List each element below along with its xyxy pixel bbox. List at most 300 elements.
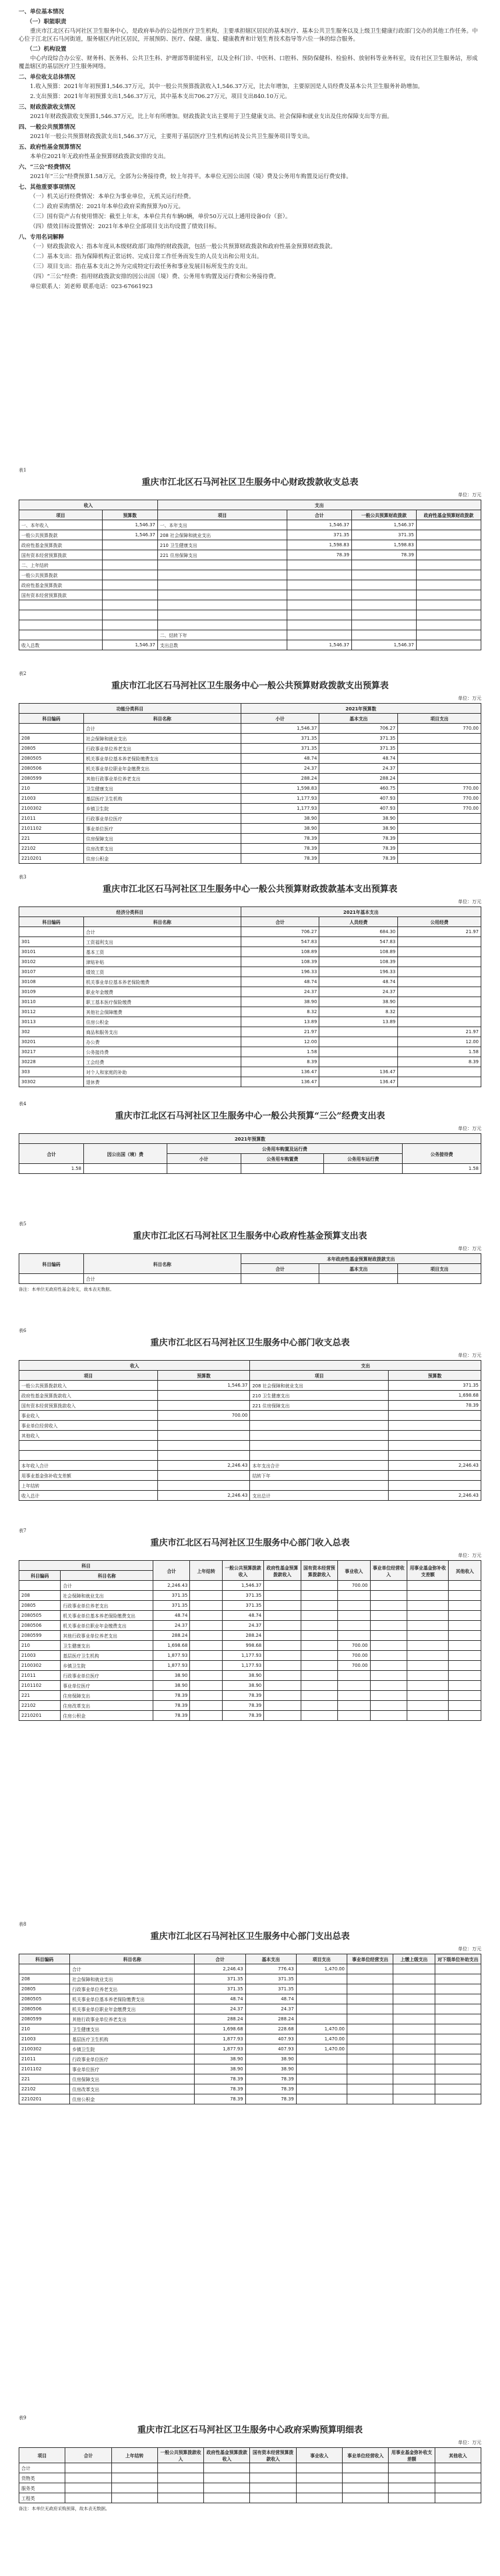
table-cell bbox=[347, 2024, 393, 2034]
table-cell bbox=[398, 844, 481, 854]
table-cell: 371.35 bbox=[241, 744, 319, 754]
table-cell bbox=[449, 1671, 481, 1681]
table-row bbox=[19, 774, 481, 784]
table-cell bbox=[338, 1591, 371, 1601]
table-cell bbox=[416, 590, 481, 600]
table-cell bbox=[157, 1451, 250, 1461]
table-cell: 支出总数 bbox=[157, 640, 287, 650]
table-cell: 二、上年结转 bbox=[19, 560, 103, 570]
table-cell: 136.47 bbox=[241, 1067, 319, 1077]
table2 bbox=[19, 703, 481, 864]
table-cell: 30302 bbox=[19, 1077, 84, 1087]
table-cell: 1,877.93 bbox=[153, 1661, 189, 1671]
table-cell bbox=[370, 1631, 407, 1641]
table1-h-gen: 一般公共预算财政拨款 bbox=[351, 510, 416, 520]
table5-section bbox=[19, 1221, 481, 1292]
table-cell bbox=[407, 1641, 449, 1651]
table-cell bbox=[190, 1631, 223, 1641]
table5 bbox=[19, 1253, 481, 1284]
table-cell bbox=[319, 1057, 398, 1067]
table-cell: 合计 bbox=[84, 1274, 241, 1284]
table-cell: 行政事业单位养老支出 bbox=[61, 1601, 153, 1611]
table-cell: 407.93 bbox=[319, 794, 398, 804]
table-cell bbox=[393, 2084, 435, 2094]
table-cell: 48.74 bbox=[222, 1611, 263, 1621]
table7-h-fund: 用事业基金弥补收支差额 bbox=[407, 1561, 449, 1581]
table-cell bbox=[435, 2014, 481, 2024]
table-cell: 196.33 bbox=[319, 967, 398, 977]
table-cell: 基本工资 bbox=[84, 947, 241, 957]
table-cell: 收入总计 bbox=[19, 1491, 158, 1501]
table-cell: 21003 bbox=[19, 2034, 70, 2044]
table-cell bbox=[264, 1711, 301, 1721]
table-cell bbox=[338, 1691, 371, 1701]
table-cell bbox=[370, 1601, 407, 1611]
table2-h-budget: 2021年预算数 bbox=[241, 704, 481, 714]
table6-h-item2: 项目 bbox=[250, 1371, 389, 1381]
table-cell bbox=[435, 2483, 481, 2493]
intro-part2: 二、单位收支总体情况 bbox=[19, 74, 76, 81]
table-cell bbox=[19, 1581, 61, 1591]
table-row bbox=[19, 824, 481, 834]
table-cell: 政府性基金预算拨款收入 bbox=[19, 1391, 158, 1401]
table-cell bbox=[65, 2493, 111, 2503]
table2-h-sub: 小计 bbox=[241, 714, 319, 724]
table-row bbox=[19, 804, 481, 814]
table-cell bbox=[407, 1601, 449, 1611]
table-cell: 38.90 bbox=[319, 997, 398, 1007]
table-cell: 1,546.37 bbox=[102, 640, 157, 650]
table-cell: 371.35 bbox=[319, 734, 398, 744]
table6-h-budget2: 预算数 bbox=[389, 1371, 481, 1381]
table-cell: 547.83 bbox=[241, 937, 319, 947]
table-cell bbox=[190, 1611, 223, 1621]
table4-h-abroad: 因公出国（境）费 bbox=[84, 1144, 167, 1164]
table-row bbox=[19, 927, 481, 937]
table-cell bbox=[398, 754, 481, 764]
table-cell: 1,546.37 bbox=[287, 520, 351, 530]
table-cell bbox=[264, 1621, 301, 1631]
table-cell bbox=[157, 2473, 203, 2483]
table-row bbox=[19, 957, 481, 967]
table-row bbox=[19, 1421, 481, 1431]
table-cell bbox=[416, 570, 481, 580]
table9-note: 备注：本单位无政府采购预算，故本表无数据。 bbox=[19, 2506, 110, 2511]
table-cell bbox=[264, 1651, 301, 1661]
table-cell bbox=[407, 1651, 449, 1661]
table-cell: 2080506 bbox=[19, 2004, 70, 2014]
table-cell: 1,546.37 bbox=[222, 1581, 263, 1591]
table-cell: 社会保障和就业支出 bbox=[84, 734, 241, 744]
table-cell bbox=[416, 520, 481, 530]
table-cell bbox=[301, 1711, 337, 1721]
table-row bbox=[19, 744, 481, 754]
table-cell: 住房保障支出 bbox=[84, 834, 241, 844]
table-cell: 1,877.93 bbox=[195, 2044, 245, 2054]
table-cell bbox=[347, 1974, 393, 1984]
table-row bbox=[19, 2493, 481, 2503]
table-cell: 8.32 bbox=[319, 1007, 398, 1017]
table-cell: 78.39 bbox=[245, 2084, 296, 2094]
table2-topnote: 表2 bbox=[19, 671, 27, 676]
table-row bbox=[19, 620, 481, 630]
table-cell: 机关事业单位基本养老保险缴费支出 bbox=[84, 754, 241, 764]
table-cell bbox=[370, 1641, 407, 1651]
table-cell bbox=[264, 1691, 301, 1701]
table-cell bbox=[287, 600, 351, 610]
table-cell: 其他行政事业单位养老支出 bbox=[61, 1631, 153, 1641]
table-cell bbox=[343, 2473, 389, 2483]
table3-unit: 单位：万元 bbox=[458, 899, 481, 904]
table-cell: 公务接待费 bbox=[84, 1047, 241, 1057]
table-cell bbox=[338, 1621, 371, 1631]
table-cell: 30108 bbox=[19, 977, 84, 987]
table-cell bbox=[407, 1621, 449, 1631]
table-cell bbox=[435, 1994, 481, 2004]
table-cell: 38.90 bbox=[241, 997, 319, 1007]
table8-h-proj: 项目支出 bbox=[296, 1954, 347, 1964]
table4-cell-abroad bbox=[84, 1164, 167, 1174]
table-cell bbox=[157, 1401, 250, 1411]
table-cell: 1,698.68 bbox=[195, 2024, 245, 2034]
table-cell: 684.30 bbox=[319, 927, 398, 937]
table-cell bbox=[370, 1681, 407, 1691]
table-cell: 2,246.43 bbox=[389, 1461, 481, 1471]
table7-h-cap: 国有资本经营预算拨款收入 bbox=[301, 1561, 337, 1581]
table-cell bbox=[296, 2483, 342, 2493]
table-cell bbox=[250, 2473, 296, 2483]
table-cell: 48.74 bbox=[245, 1994, 296, 2004]
intro-p6-1: 2021年“三公”经费预算1.58万元，全部为公务接待费，较上年持平。本单位无因公出国（境）费及公务用车购置及运行费安排。 bbox=[30, 173, 352, 180]
table-cell bbox=[449, 1631, 481, 1641]
table-row bbox=[19, 854, 481, 864]
table-cell bbox=[111, 2473, 157, 2483]
table-cell: 21011 bbox=[19, 814, 84, 824]
table-row bbox=[19, 1581, 481, 1591]
table-cell bbox=[301, 1581, 337, 1591]
table-cell: 政府性基金预算拨款 bbox=[19, 580, 103, 590]
table-row bbox=[19, 1711, 481, 1721]
table3-body bbox=[19, 927, 481, 1087]
table-cell bbox=[157, 1421, 250, 1431]
table-cell: 21.97 bbox=[398, 1027, 481, 1037]
table-cell: 津贴补贴 bbox=[84, 957, 241, 967]
table-cell bbox=[435, 2054, 481, 2064]
table-cell: 21003 bbox=[19, 1651, 61, 1661]
table-cell bbox=[398, 977, 481, 987]
table3-h-public: 公用经费 bbox=[398, 917, 481, 927]
table-cell bbox=[264, 1611, 301, 1621]
table-cell bbox=[338, 1631, 371, 1641]
table-row bbox=[19, 1661, 481, 1671]
table-cell bbox=[296, 2084, 347, 2094]
table-row bbox=[19, 1671, 481, 1681]
table-cell: 其他收入 bbox=[19, 1431, 158, 1441]
table-cell: 住房公积金 bbox=[61, 1711, 153, 1721]
table-row bbox=[19, 600, 481, 610]
table-cell bbox=[264, 1591, 301, 1601]
table9-h-biz: 事业收入 bbox=[296, 2448, 342, 2463]
table8-h-sub: 上缴上级支出 bbox=[393, 1954, 435, 1964]
table-cell: 78.39 bbox=[319, 854, 398, 864]
table-cell: 对个人和家庭的补助 bbox=[84, 1067, 241, 1077]
table-cell: 30107 bbox=[19, 967, 84, 977]
table-cell: 78.39 bbox=[241, 844, 319, 854]
table-cell: 24.37 bbox=[241, 764, 319, 774]
table-cell bbox=[370, 1651, 407, 1661]
table-row bbox=[19, 1164, 481, 1174]
table1-unit: 单位：万元 bbox=[458, 492, 481, 498]
table-cell: 住房公积金 bbox=[70, 2094, 195, 2104]
table-cell: 24.37 bbox=[195, 2004, 245, 2014]
table-cell bbox=[398, 774, 481, 784]
table3-h-total: 合计 bbox=[241, 917, 319, 927]
table-cell: 合计 bbox=[19, 2463, 65, 2473]
intro-p7-2: （二）政府采购情况：2021年本单位政府采购预算为0万元。 bbox=[30, 203, 185, 210]
table-cell bbox=[102, 550, 157, 560]
table8-h-name: 科目名称 bbox=[70, 1954, 195, 1964]
table-cell bbox=[370, 1661, 407, 1671]
table-cell: 2080506 bbox=[19, 1621, 61, 1631]
table-cell bbox=[347, 2074, 393, 2084]
table-cell bbox=[407, 1661, 449, 1671]
table-cell: 合计 bbox=[84, 724, 241, 734]
table-cell bbox=[301, 1661, 337, 1671]
table-cell bbox=[398, 957, 481, 967]
table4-cell-buy bbox=[241, 1164, 324, 1174]
table-cell: 住房改革支出 bbox=[84, 844, 241, 854]
table-cell: 371.35 bbox=[245, 1974, 296, 1984]
table-row bbox=[19, 2034, 481, 2044]
table9-body bbox=[19, 2463, 481, 2503]
table3-topnote: 表3 bbox=[19, 874, 27, 880]
intro-p8-3: （三）项目支出：指在基本支出之外为完成特定行政任务和事业发展目标所发生的支出。 bbox=[30, 263, 251, 270]
table-row bbox=[19, 764, 481, 774]
table-cell bbox=[157, 1471, 250, 1481]
table5-h-code: 科目编码 bbox=[19, 1254, 84, 1274]
table-row bbox=[19, 640, 481, 650]
table-cell bbox=[296, 1994, 347, 2004]
table-cell bbox=[19, 724, 84, 734]
table-cell: 2,246.43 bbox=[153, 1581, 189, 1591]
table-cell bbox=[389, 2493, 435, 2503]
table2-section bbox=[19, 670, 481, 864]
table-cell bbox=[296, 2074, 347, 2084]
table-cell: 38.90 bbox=[241, 814, 319, 824]
table-cell bbox=[204, 2493, 250, 2503]
table-cell: 706.27 bbox=[241, 927, 319, 937]
table-cell: 78.39 bbox=[351, 550, 416, 560]
table-cell bbox=[301, 1671, 337, 1681]
table-row bbox=[19, 997, 481, 1007]
table-cell bbox=[287, 590, 351, 600]
table-cell bbox=[435, 2044, 481, 2054]
table-cell bbox=[190, 1591, 223, 1601]
table-cell bbox=[157, 1441, 250, 1451]
table-row bbox=[19, 1994, 481, 2004]
table-cell: 住房公积金 bbox=[84, 854, 241, 864]
table3-h-cat: 经济分类科目 bbox=[19, 907, 241, 917]
table-cell: 407.93 bbox=[319, 804, 398, 814]
table-cell: 371.35 bbox=[222, 1601, 263, 1611]
table-cell: 2,246.43 bbox=[157, 1461, 250, 1471]
table-cell: 208 社会保障和就业支出 bbox=[157, 530, 287, 540]
table-cell: 221 住房保障支出 bbox=[157, 550, 287, 560]
table-cell: 1,546.37 bbox=[241, 724, 319, 734]
table-cell: 371.35 bbox=[153, 1601, 189, 1611]
table-cell: 合计 bbox=[70, 1964, 195, 1974]
table-cell: 一般公共预算拨款 bbox=[19, 530, 103, 540]
table-cell bbox=[347, 2014, 393, 2024]
table-cell bbox=[398, 744, 481, 754]
table-row bbox=[19, 1411, 481, 1421]
table-cell: 2080505 bbox=[19, 1611, 61, 1621]
table-cell: 196.33 bbox=[241, 967, 319, 977]
table-cell: 700.00 bbox=[157, 1411, 250, 1421]
table-cell: 社会保障和就业支出 bbox=[61, 1591, 153, 1601]
table-cell: 78.39 bbox=[195, 2084, 245, 2094]
table-cell bbox=[449, 1621, 481, 1631]
table-cell: 30217 bbox=[19, 1047, 84, 1057]
table-cell: 2210201 bbox=[19, 2094, 70, 2104]
table-cell: 工程类 bbox=[19, 2493, 65, 2503]
table-cell bbox=[393, 2074, 435, 2084]
table-cell bbox=[102, 620, 157, 630]
table-cell: 38.90 bbox=[245, 2064, 296, 2074]
table-cell bbox=[435, 2493, 481, 2503]
table-cell bbox=[416, 550, 481, 560]
table-cell: 38.90 bbox=[245, 2054, 296, 2064]
table-cell: 700.00 bbox=[338, 1641, 371, 1651]
table-cell: 2080599 bbox=[19, 2014, 70, 2024]
table-cell bbox=[157, 580, 287, 590]
table-row bbox=[19, 1681, 481, 1691]
table-cell: 乡镇卫生院 bbox=[70, 2044, 195, 2054]
table9-section bbox=[19, 2415, 481, 2511]
table6-head-expense: 支出 bbox=[250, 1361, 481, 1371]
table-row bbox=[19, 1027, 481, 1037]
table-cell: 38.90 bbox=[222, 1681, 263, 1691]
table-cell bbox=[398, 937, 481, 947]
table-cell: 事业单位医疗 bbox=[70, 2064, 195, 2074]
table-cell bbox=[102, 610, 157, 620]
table-cell bbox=[157, 2483, 203, 2493]
table-cell: 2,246.43 bbox=[389, 1491, 481, 1501]
table-cell: 288.24 bbox=[245, 2014, 296, 2024]
table-cell: 机关事业单位职业年金缴费支出 bbox=[84, 764, 241, 774]
table-cell bbox=[407, 1711, 449, 1721]
table-cell bbox=[264, 1671, 301, 1681]
table-cell: 2080599 bbox=[19, 1631, 61, 1641]
table-cell: 1,598.83 bbox=[241, 784, 319, 794]
table-cell: 事业单位医疗 bbox=[61, 1681, 153, 1691]
table-cell: 上年结转 bbox=[19, 1481, 158, 1491]
table-row bbox=[19, 560, 481, 570]
table-cell bbox=[19, 927, 84, 937]
table-cell bbox=[157, 560, 287, 570]
table-cell bbox=[389, 1471, 481, 1481]
table-row bbox=[19, 724, 481, 734]
table-cell: 78.39 bbox=[195, 2094, 245, 2104]
table-cell: 371.35 bbox=[153, 1591, 189, 1601]
table-cell: 78.39 bbox=[319, 834, 398, 844]
table-cell: 21003 bbox=[19, 794, 84, 804]
table7-title: 重庆市江北区石马河社区卫生服务中心部门收入总表 bbox=[150, 1538, 350, 1548]
table-cell bbox=[111, 2483, 157, 2493]
table-cell: 700.00 bbox=[338, 1651, 371, 1661]
table4-h-sub: 小计 bbox=[167, 1154, 241, 1164]
table-cell bbox=[250, 2463, 296, 2473]
table-row bbox=[19, 1451, 481, 1461]
table-cell bbox=[190, 1601, 223, 1611]
table-cell: 行政事业单位医疗 bbox=[84, 814, 241, 824]
table-cell bbox=[190, 1711, 223, 1721]
table-row bbox=[19, 1077, 481, 1087]
table-cell bbox=[347, 2094, 393, 2104]
table-cell bbox=[250, 2493, 296, 2503]
table-cell: 48.74 bbox=[319, 754, 398, 764]
table-cell: 208 bbox=[19, 1974, 70, 1984]
table-cell bbox=[389, 2473, 435, 2483]
table-cell bbox=[296, 2054, 347, 2064]
table-cell: 706.27 bbox=[319, 724, 398, 734]
table-cell bbox=[393, 2014, 435, 2024]
table-cell bbox=[264, 1631, 301, 1641]
table-cell: 本年收入合计 bbox=[19, 1461, 158, 1471]
table-cell: 二、结转下年 bbox=[157, 630, 287, 640]
table-cell: 一、本年支出 bbox=[157, 520, 287, 530]
table9-title: 重庆市江北区石马河社区卫生服务中心政府采购预算明细表 bbox=[137, 2425, 363, 2435]
table-row bbox=[19, 987, 481, 997]
table-cell: 1,698.68 bbox=[389, 1391, 481, 1401]
table-cell: 2210201 bbox=[19, 854, 84, 864]
table-cell: 288.24 bbox=[153, 1631, 189, 1641]
table-row bbox=[19, 1007, 481, 1017]
table8-h-basic: 基本支出 bbox=[245, 1954, 296, 1964]
table-cell bbox=[398, 1077, 481, 1087]
table-cell: 108.89 bbox=[319, 947, 398, 957]
table-row bbox=[19, 734, 481, 744]
table3-h-budget: 2021年基本支出 bbox=[241, 907, 481, 917]
table-cell bbox=[370, 1701, 407, 1711]
table-row bbox=[19, 2004, 481, 2014]
table-cell bbox=[296, 2014, 347, 2024]
table-cell bbox=[65, 2473, 111, 2483]
table-cell bbox=[157, 2463, 203, 2473]
table-cell bbox=[319, 1027, 398, 1037]
table-row bbox=[19, 794, 481, 804]
table4-h-buy: 公务用车购置费 bbox=[241, 1154, 324, 1164]
table5-h-budget: 本年政府性基金预算财政拨款支出 bbox=[241, 1254, 481, 1264]
table-cell bbox=[264, 1601, 301, 1611]
table-cell: 1,546.37 bbox=[102, 530, 157, 540]
table-row bbox=[19, 1067, 481, 1077]
table-cell bbox=[296, 1974, 347, 1984]
table-cell: 12.00 bbox=[398, 1037, 481, 1047]
table-cell bbox=[347, 2044, 393, 2054]
table-cell bbox=[19, 600, 103, 610]
table-cell: 工会经费 bbox=[84, 1057, 241, 1067]
table-cell: 1,177.93 bbox=[222, 1651, 263, 1661]
table-cell bbox=[250, 1431, 389, 1441]
table2-h-code: 科目编码 bbox=[19, 714, 84, 724]
table-cell bbox=[264, 1681, 301, 1691]
table-cell bbox=[190, 1581, 223, 1591]
table-cell bbox=[264, 1661, 301, 1671]
table-cell bbox=[264, 1701, 301, 1711]
table-cell: 78.39 bbox=[241, 854, 319, 864]
table9-topnote: 表9 bbox=[19, 2415, 27, 2421]
